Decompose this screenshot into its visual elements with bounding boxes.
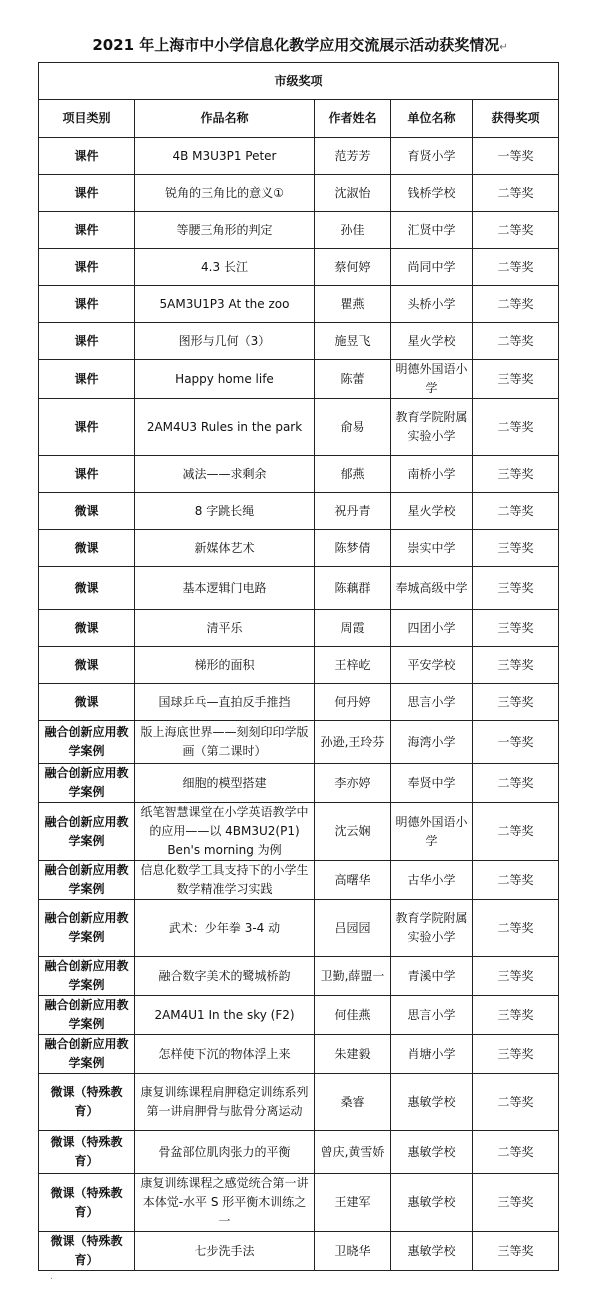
title-text: 2021 年上海市中小学信息化教学应用交流展示活动获奖情况 xyxy=(92,36,500,54)
cell-category: 微课 xyxy=(39,684,135,721)
cell-work: 图形与几何（3） xyxy=(135,323,315,360)
cell-unit: 四团小学 xyxy=(391,610,473,647)
cell-category: 微课 xyxy=(39,647,135,684)
cell-unit: 思言小学 xyxy=(391,684,473,721)
cell-category: 融合创新应用教学案例 xyxy=(39,957,135,996)
cell-award: 三等奖 xyxy=(473,360,559,399)
cell-unit: 海湾小学 xyxy=(391,721,473,764)
cell-unit: 古华小学 xyxy=(391,861,473,900)
cell-author: 吕园园 xyxy=(315,900,391,957)
cell-category: 融合创新应用教学案例 xyxy=(39,1035,135,1074)
table-row xyxy=(39,286,559,323)
cell-award: 二等奖 xyxy=(473,249,559,286)
cell-award: 三等奖 xyxy=(473,996,559,1035)
cell-award: 三等奖 xyxy=(473,647,559,684)
cell-work: 信息化数学工具支持下的小学生数学精准学习实践 xyxy=(135,861,315,900)
table-row xyxy=(39,493,559,530)
table-row xyxy=(39,249,559,286)
cell-award: 三等奖 xyxy=(473,567,559,610)
cell-category: 课件 xyxy=(39,456,135,493)
cell-award: 二等奖 xyxy=(473,803,559,861)
cell-author: 卫勤,薛盟一 xyxy=(315,957,391,996)
cell-work: 梯形的面积 xyxy=(135,647,315,684)
cell-category: 课件 xyxy=(39,212,135,249)
table-row xyxy=(39,399,559,456)
cell-author: 高曙华 xyxy=(315,861,391,900)
table-row xyxy=(39,900,559,957)
header-author: 作者姓名 xyxy=(315,100,391,138)
cell-work: Happy home life xyxy=(135,360,315,399)
cell-unit: 教育学院附属实验小学 xyxy=(391,900,473,957)
cell-unit: 思言小学 xyxy=(391,996,473,1035)
cell-work: 康复训练课程肩胛稳定训练系列第一讲肩胛骨与肱骨分离运动 xyxy=(135,1074,315,1131)
cell-author: 曾庆,黄雪娇 xyxy=(315,1131,391,1174)
cell-author: 桑睿 xyxy=(315,1074,391,1131)
cell-author: 何佳燕 xyxy=(315,996,391,1035)
cell-category: 课件 xyxy=(39,399,135,456)
cell-author: 朱建毅 xyxy=(315,1035,391,1074)
cell-work: 4.3 长江 xyxy=(135,249,315,286)
cell-work: 七步洗手法 xyxy=(135,1232,315,1271)
cell-author: 陈藕群 xyxy=(315,567,391,610)
cell-category: 融合创新应用教学案例 xyxy=(39,996,135,1035)
cell-work: 纸笔智慧课堂在小学英语教学中的应用——以 4BM3U2(P1) Ben's morning 为例 xyxy=(135,803,315,861)
cell-category: 微课 xyxy=(39,610,135,647)
cell-work: 国球乒乓—直拍反手推挡 xyxy=(135,684,315,721)
cell-award: 一等奖 xyxy=(473,138,559,175)
table-row xyxy=(39,684,559,721)
cell-author: 俞易 xyxy=(315,399,391,456)
table-row xyxy=(39,1174,559,1232)
cell-award: 三等奖 xyxy=(473,530,559,567)
cell-author: 蔡何婷 xyxy=(315,249,391,286)
cell-unit: 惠敏学校 xyxy=(391,1074,473,1131)
cell-work: 细胞的模型搭建 xyxy=(135,764,315,803)
header-unit: 单位名称 xyxy=(391,100,473,138)
cell-award: 二等奖 xyxy=(473,900,559,957)
cell-work: 等腰三角形的判定 xyxy=(135,212,315,249)
cell-award: 三等奖 xyxy=(473,610,559,647)
cell-category: 融合创新应用教学案例 xyxy=(39,900,135,957)
cell-work: 融合数字美术的鹭城桥韵 xyxy=(135,957,315,996)
cell-award: 二等奖 xyxy=(473,399,559,456)
cell-author: 祝丹青 xyxy=(315,493,391,530)
table-row xyxy=(39,647,559,684)
cell-award: 一等奖 xyxy=(473,721,559,764)
section-title: 市级奖项 xyxy=(39,63,559,100)
cell-unit: 青溪中学 xyxy=(391,957,473,996)
cell-unit: 南桥小学 xyxy=(391,456,473,493)
cell-unit: 明德外国语小学 xyxy=(391,360,473,399)
cell-author: 李亦婷 xyxy=(315,764,391,803)
cell-unit: 钱桥学校 xyxy=(391,175,473,212)
cell-award: 三等奖 xyxy=(473,1232,559,1271)
cell-unit: 头桥小学 xyxy=(391,286,473,323)
table-row xyxy=(39,1035,559,1074)
cell-award: 二等奖 xyxy=(473,861,559,900)
cell-category: 微课（特殊教育） xyxy=(39,1174,135,1232)
cell-author: 沈淑怡 xyxy=(315,175,391,212)
cell-unit: 肖塘小学 xyxy=(391,1035,473,1074)
cell-unit: 惠敏学校 xyxy=(391,1131,473,1174)
cell-unit: 惠敏学校 xyxy=(391,1174,473,1232)
cell-unit: 星火学校 xyxy=(391,323,473,360)
cell-author: 郁燕 xyxy=(315,456,391,493)
cell-award: 二等奖 xyxy=(473,323,559,360)
cell-work: 4B M3U3P1 Peter xyxy=(135,138,315,175)
table-row xyxy=(39,1232,559,1271)
table-row xyxy=(39,996,559,1035)
cell-author: 范芳芳 xyxy=(315,138,391,175)
cell-author: 陈蕾 xyxy=(315,360,391,399)
table-row xyxy=(39,1074,559,1131)
cell-work: 骨盆部位肌肉张力的平衡 xyxy=(135,1131,315,1174)
cell-unit: 崇实中学 xyxy=(391,530,473,567)
table-row xyxy=(39,212,559,249)
header-award: 获得奖项 xyxy=(473,100,559,138)
cell-author: 瞿燕 xyxy=(315,286,391,323)
cell-work: 锐角的三角比的意义① xyxy=(135,175,315,212)
awards-table xyxy=(38,62,559,1271)
cell-category: 融合创新应用教学案例 xyxy=(39,764,135,803)
header-category: 项目类别 xyxy=(39,100,135,138)
cell-work: 怎样使下沉的物体浮上来 xyxy=(135,1035,315,1074)
cell-award: 二等奖 xyxy=(473,286,559,323)
cell-unit: 尚同中学 xyxy=(391,249,473,286)
cell-award: 三等奖 xyxy=(473,1035,559,1074)
cell-category: 微课（特殊教育） xyxy=(39,1131,135,1174)
table-row xyxy=(39,803,559,861)
cell-author: 孙逊,王玲芬 xyxy=(315,721,391,764)
table-row xyxy=(39,323,559,360)
table-row xyxy=(39,957,559,996)
cell-award: 二等奖 xyxy=(473,212,559,249)
cell-category: 课件 xyxy=(39,286,135,323)
cell-author: 孙佳 xyxy=(315,212,391,249)
cell-work: 2AM4U1 In the sky (F2) xyxy=(135,996,315,1035)
cell-work: 新媒体艺术 xyxy=(135,530,315,567)
cell-work: 版上海底世界——刻刻印印学版画（第二课时） xyxy=(135,721,315,764)
section-row xyxy=(39,63,559,100)
cell-work: 8 字跳长绳 xyxy=(135,493,315,530)
document-title: 2021 年上海市中小学信息化教学应用交流展示活动获奖情况↵ xyxy=(92,36,508,54)
table-row xyxy=(39,610,559,647)
table-row xyxy=(39,360,559,399)
cell-unit: 教育学院附属实验小学 xyxy=(391,399,473,456)
cell-category: 微课（特殊教育） xyxy=(39,1232,135,1271)
cell-work: 5AM3U1P3 At the zoo xyxy=(135,286,315,323)
cell-author: 王建军 xyxy=(315,1174,391,1232)
cell-category: 融合创新应用教学案例 xyxy=(39,861,135,900)
cell-work: 武术：少年拳 3-4 动 xyxy=(135,900,315,957)
cell-award: 二等奖 xyxy=(473,764,559,803)
cell-unit: 奉贤中学 xyxy=(391,764,473,803)
cell-award: 二等奖 xyxy=(473,1074,559,1131)
table-row xyxy=(39,456,559,493)
cell-category: 微课 xyxy=(39,567,135,610)
table-row xyxy=(39,138,559,175)
table-row xyxy=(39,567,559,610)
cell-award: 二等奖 xyxy=(473,493,559,530)
cell-category: 课件 xyxy=(39,138,135,175)
cell-work: 减法——求剩余 xyxy=(135,456,315,493)
cell-category: 融合创新应用教学案例 xyxy=(39,721,135,764)
cell-unit: 星火学校 xyxy=(391,493,473,530)
cell-category: 课件 xyxy=(39,249,135,286)
header-work: 作品名称 xyxy=(135,100,315,138)
cell-unit: 奉城高级中学 xyxy=(391,567,473,610)
cell-award: 三等奖 xyxy=(473,1174,559,1232)
cell-author: 王梓屹 xyxy=(315,647,391,684)
cell-unit: 平安学校 xyxy=(391,647,473,684)
cell-author: 何丹婷 xyxy=(315,684,391,721)
table-row xyxy=(39,530,559,567)
table-row xyxy=(39,721,559,764)
cell-category: 微课 xyxy=(39,493,135,530)
header-row xyxy=(39,100,559,138)
cell-unit: 明德外国语小学 xyxy=(391,803,473,861)
table-row xyxy=(39,861,559,900)
cell-author: 周霞 xyxy=(315,610,391,647)
cell-category: 课件 xyxy=(39,175,135,212)
cell-author: 施昱飞 xyxy=(315,323,391,360)
cell-author: 陈梦倩 xyxy=(315,530,391,567)
cell-unit: 育贤小学 xyxy=(391,138,473,175)
cell-category: 课件 xyxy=(39,323,135,360)
table-row xyxy=(39,764,559,803)
cell-work: 康复训练课程之感觉统合第一讲本体觉-水平 S 形平衡木训练之一 xyxy=(135,1174,315,1232)
cell-author: 卫晓华 xyxy=(315,1232,391,1271)
cell-category: 融合创新应用教学案例 xyxy=(39,803,135,861)
cell-award: 二等奖 xyxy=(473,175,559,212)
cell-category: 微课 xyxy=(39,530,135,567)
cell-category: 课件 xyxy=(39,360,135,399)
table-row xyxy=(39,175,559,212)
cell-award: 二等奖 xyxy=(473,1131,559,1174)
cell-category: 微课（特殊教育） xyxy=(39,1074,135,1131)
cell-award: 三等奖 xyxy=(473,684,559,721)
cell-work: 基本逻辑门电路 xyxy=(135,567,315,610)
cell-unit: 惠敏学校 xyxy=(391,1232,473,1271)
footer-mark: . xyxy=(50,1272,53,1282)
cell-unit: 汇贤中学 xyxy=(391,212,473,249)
cell-award: 三等奖 xyxy=(473,957,559,996)
cell-work: 2AM4U3 Rules in the park xyxy=(135,399,315,456)
cell-work: 清平乐 xyxy=(135,610,315,647)
table-row xyxy=(39,1131,559,1174)
cell-award: 三等奖 xyxy=(473,456,559,493)
cell-author: 沈云娴 xyxy=(315,803,391,861)
